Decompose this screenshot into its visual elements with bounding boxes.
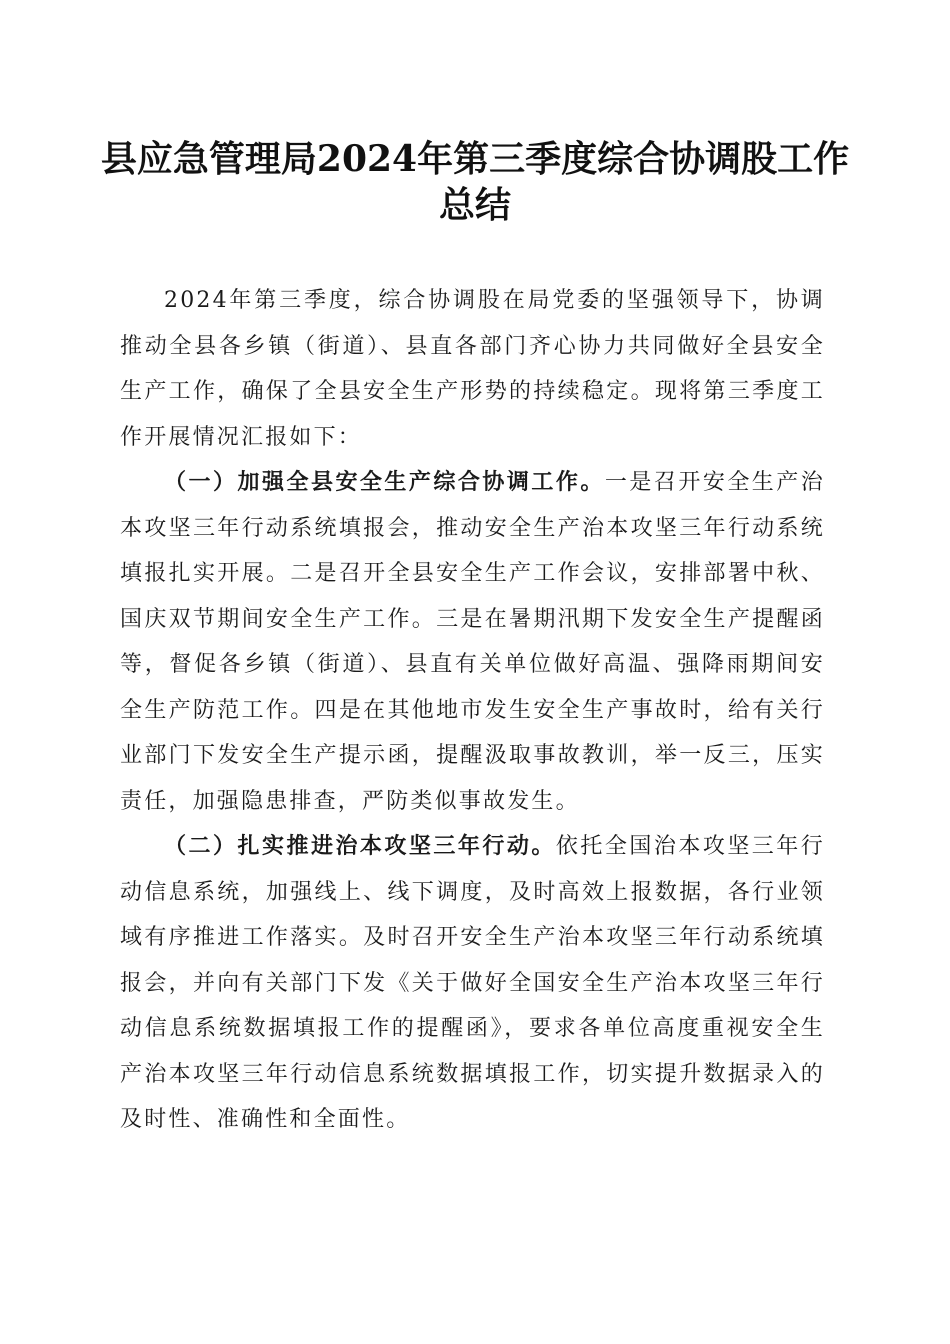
document-body xyxy=(120,278,825,1143)
section-paragraph-1 xyxy=(120,460,825,824)
section-text-1: 一是召开安全生产治本攻坚三年行动系统填报会，推动安全生产治本攻坚三年行动系统填报扎实开展。二是召开全县安全生产工作会议，安排部署中秋、国庆双节期间安全生产工作。三是在暑期汛期下发安全生产提醒函等，督促各乡镇（街道）、县直有关单位做好高温、强降雨期间安全生产防范工作。四是在其他地市发生安全生产事故时，给有关行业部门下发安全生产提示函，提醒汲取事故教训，举一反三，压实责任，加强隐患排查，严防类似事故发生。 xyxy=(120,470,825,814)
section-heading-2: （二）扎实推进治本攻坚三年行动。 xyxy=(164,833,556,859)
section-text-2: 依托全国治本攻坚三年行动信息系统，加强线上、线下调度，及时高效上报数据，各行业领域有序推进工作落实。及时召开安全生产治本攻坚三年行动系统填报会，并向有关部门下发《关于做好全国安全生产治本攻坚三年行动信息系统数据填报工作的提醒函》，要求各单位高度重视安全生产治本攻坚三年行动信息系统数据填报工作，切实提升数据录入的及时性、准确性和全面性。 xyxy=(120,834,825,1132)
section-paragraph-2 xyxy=(120,824,825,1143)
document-title: 县应急管理局2024年第三季度综合协调股工作总结 xyxy=(100,138,850,226)
section-heading-1: （一）加强全县安全生产综合协调工作。 xyxy=(164,469,605,495)
intro-paragraph: 2024年第三季度，综合协调股在局党委的坚强领导下，协调推动全县各乡镇（街道）、县直各部门齐心协力共同做好全县安全生产工作，确保了全县安全生产形势的持续稳定。现将第三季度工作开展情况汇报如下： xyxy=(120,288,825,450)
